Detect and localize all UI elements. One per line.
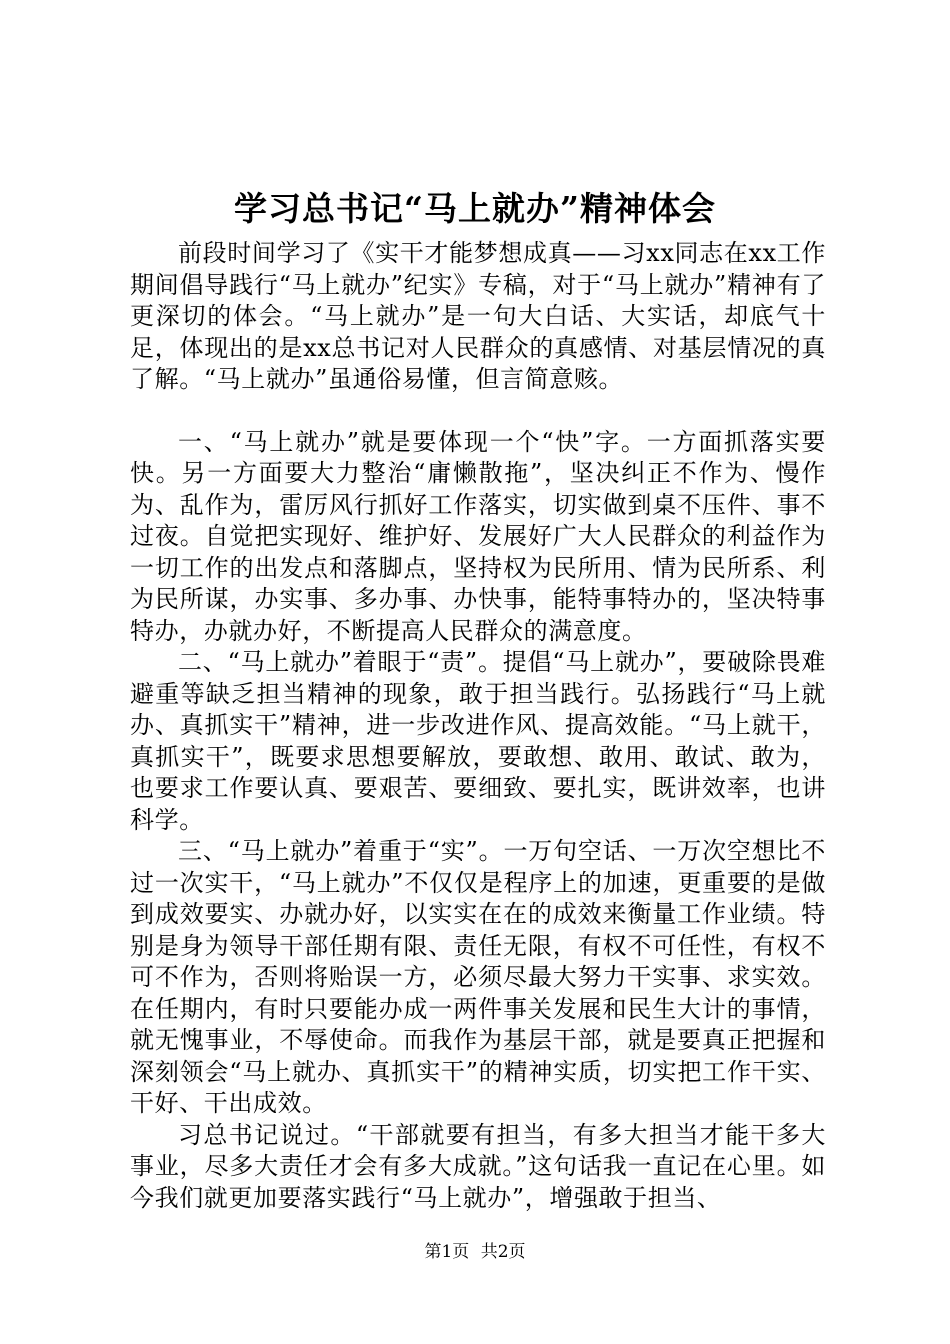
paragraph-section-3: 三、“马上就办”着重于“实”。一万句空话、一万次空想比不过一次实干，“马上就办”不仅仅是程序上的加速，更重要的是做到成效要实、办就办好，以实实在在的成效来衡量工作业绩。特别是身为领导干部任期有限、责任无限，有权不可任性，有权不可不作为，否则将贻误一方，必须尽最大努力干实事、求实效。在任期内，有时只要能办成一两件事关发展和民生大计的事情，就无愧事业，不辱使命。而我作为基层干部，就是要真正把握和深刻领会“马上就办、真抓实干”的精神实质，切实把工作干实、干好、干出成效。	[130, 837, 826, 1117]
page-number: 第1页	[424, 1242, 470, 1262]
page-footer	[0, 1240, 950, 1264]
paragraph-section-2: 二、“马上就办”着眼于“责”。提倡“马上就办”，要破除畏难避重等缺乏担当精神的现象，敢于担当践行。弘扬践行“马上就办、真抓实干”精神，进一步改进作风、提高效能。“马上就干，真抓实干”，既要求思想要解放，要敢想、敢用、敢试、敢为，也要求工作要认真、要艰苦、要细致、要扎实，既讲效率，也讲科学。	[130, 648, 826, 834]
document-body	[130, 238, 826, 1214]
paragraph-section-1: 一、“马上就办”就是要体现一个“快”字。一方面抓落实要快。另一方面要大力整治“庸懒散拖”，坚决纠正不作为、慢作为、乱作为，雷厉风行抓好工作落实，切实做到桌不压件、事不过夜。自觉把实现好、维护好、发展好广大人民群众的利益作为一切工作的出发点和落脚点，坚持权为民所用、情为民所系、利为民所谋，办实事、多办事、办快事，能特事特办的，坚决特事特办，办就办好，不断提高人民群众的满意度。	[130, 427, 826, 645]
paragraph-quote: 习总书记说过。“干部就要有担当，有多大担当才能干多大事业，尽多大责任才会有多大成就。”这句话我一直记在心里。如今我们就更加要落实践行“马上就办”，增强敢于担当、	[130, 1120, 826, 1212]
paragraph-spacer	[130, 396, 826, 427]
page-total: 共2页	[480, 1242, 526, 1262]
paragraph-intro: 前段时间学习了《实干才能梦想成真——习xx同志在xx工作期间倡导践行“马上就办”纪实》专稿，对于“马上就办”精神有了更深切的体会。“马上就办”是一句大白话、大实话，却底气十足，体现出的是xx总书记对人民群众的真感情、对基层情况的真了解。“马上就办”虽通俗易懂，但言简意赅。	[130, 239, 826, 393]
document-title: 学习总书记“马上就办”精神体会	[234, 189, 716, 228]
